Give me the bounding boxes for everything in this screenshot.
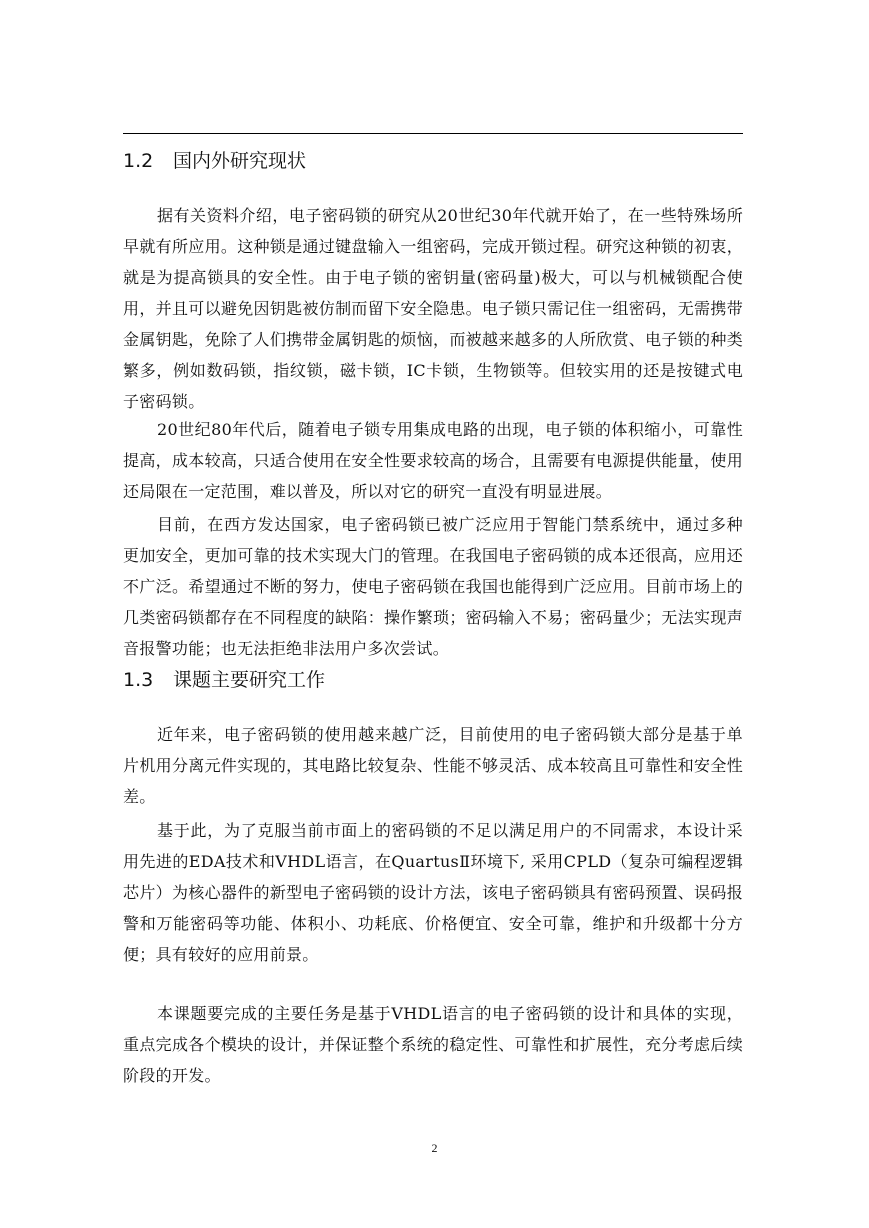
page-number: 2	[431, 1141, 438, 1155]
section-title: 国内外研究现状	[173, 150, 307, 172]
paragraph: 近年来，电子密码锁的使用越来越广泛，目前使用的电子密码锁大部分是基于单片机用分离元件实现的，其电路比较复杂、性能不够灵活、成本较高且可靠性和安全性差。	[123, 725, 743, 806]
paragraph: 据有关资料介绍，电子密码锁的研究从20世纪30年代就开始了，在一些特殊场所早就有所应用。这种锁是通过键盘输入一组密码，完成开锁过程。研究这种锁的初衷，就是为提高锁具的安全性。由于电子锁的密钥量(密码量)极大，可以与机械锁配合使用，并且可以避免因钥匙被仿制而留下安全隐患。电子锁只需记住一组密码，无需携带金属钥匙，免除了人们携带金属钥匙的烦恼，而被越来越多的人所欣赏、电子锁的种类繁多，例如数码锁，指纹锁，磁卡锁，IC卡锁，生物锁等。但较实用的还是按键式电子密码锁。	[123, 206, 743, 411]
section-heading-1-3	[123, 667, 325, 693]
section-title: 课题主要研究工作	[173, 669, 326, 691]
section-heading-1-2	[123, 148, 306, 174]
section-number: 1.2	[123, 150, 154, 172]
paragraph: 基于此，为了克服当前市面上的密码锁的不足以满足用户的不同需求，本设计采用先进的EDA技术和VHDL语言，在QuartusⅡ环境下, 采用CPLD（复杂可编程逻辑芯片）为核心器件的新型电子密码锁的设计方法，该电子密码锁具有密码预置、误码报警和万能密码等功能、体积小、功耗底、价格便宜、安全可靠，维护和升级都十分方便；具有较好的应用前景。	[123, 821, 743, 964]
paragraph: 本课题要完成的主要任务是基于VHDL语言的电子密码锁的设计和具体的实现，重点完成各个模块的设计，并保证整个系统的稳定性、可靠性和扩展性，充分考虑后续阶段的开发。	[123, 1004, 743, 1085]
header-rule	[123, 133, 743, 134]
section-number: 1.3	[123, 669, 154, 691]
paragraph: 目前，在西方发达国家，电子密码锁已被广泛应用于智能门禁系统中，通过多种更加安全，更加可靠的技术实现大门的管理。在我国电子密码锁的成本还很高，应用还不广泛。希望通过不断的努力，使电子密码锁在我国也能得到广泛应用。目前市场上的几类密码锁都存在不同程度的缺陷：操作繁琐；密码输入不易；密码量少；无法实现声音报警功能；也无法拒绝非法用户多次尝试。	[123, 515, 743, 658]
paragraph: 20世纪80年代后，随着电子锁专用集成电路的出现，电子锁的体积缩小，可靠性提高，成本较高，只适合使用在安全性要求较高的场合，且需要有电源提供能量，使用还局限在一定范围，难以普及，所以对它的研究一直没有明显进展。	[123, 420, 743, 501]
